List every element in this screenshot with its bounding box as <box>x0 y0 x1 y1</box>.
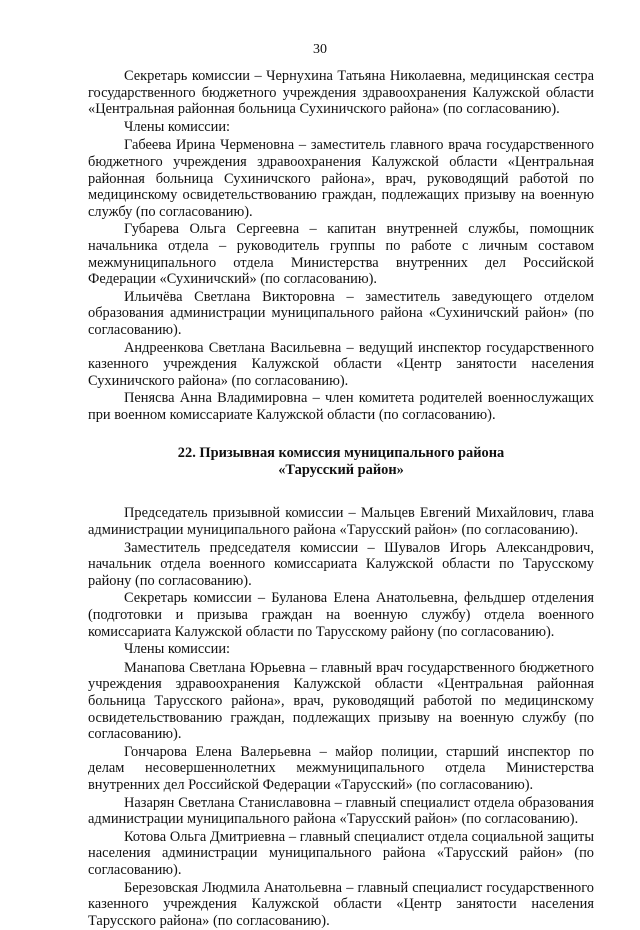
commission-member: Назарян Светлана Станиславовна – главный специалист отдела образования администрации муниципального района «Тарусский район» (по согласованию). <box>88 794 594 828</box>
members-label: Члены комиссии: <box>124 118 231 135</box>
commission-member: Ильичёва Светлана Викторовна – заместитель заведующего отделом образования администрации муниципального района «Сухиничский район» (по согласованию). <box>88 288 594 338</box>
commission-deputy: Заместитель председателя комиссии – Шувалов Игорь Александрович, начальник отдела военного комиссариата Калужской области по Тарусскому району (по согласованию). <box>88 539 594 589</box>
commission-member: Манапова Светлана Юрьевна – главный врач государственного бюджетного учреждения здравоохранения Калужской области «Центральная районная больница Тарусского района», врач, руководящий работой по медицинскому освидетельствованию граждан, подлежащих призыву на военную службу (по согласованию). <box>88 659 594 743</box>
members-label: Члены комиссии: <box>124 641 231 658</box>
commission-member: Губарева Ольга Сергеевна – капитан внутренней службы, помощник начальника отдела – руководитель группы по работе с личным составом межмуниципального отдела Министерства внутренних дел Российской Федерации «Сухиничский» (по согласованию). <box>88 221 594 288</box>
commission-member: Гончарова Елена Валерьевна – майор полиции, старший инспектор по делам несовершеннолетних межмуниципального отдела Министерства внутренних дел Российской Федерации «Тарусский» (по согласованию). <box>88 743 594 793</box>
section-heading-line: «Тарусский район» <box>278 462 404 479</box>
commission-member: Габеева Ирина Черменовна – заместитель главного врача государственного бюджетного учреждения здравоохранения Калужской области «Центральная районная больница Сухиничского района», врач, руководящий работой по медицинскому освидетельствованию граждан, подлежащих призыву на военную службу (по согласованию). <box>88 137 594 220</box>
page-number: 30 <box>313 42 327 57</box>
commission-secretary: Секретарь комиссии – Чернухина Татьяна Николаевна, медицинская сестра государственного бюджетного учреждения здравоохранения Калужской области «Центральная районная больница Сухиничского района» (по согласованию). <box>88 68 594 118</box>
section-heading <box>88 445 594 479</box>
document-body <box>88 68 594 930</box>
section-heading-line: 22. Призывная комиссия муниципального района <box>177 445 505 462</box>
commission-member: Котова Ольга Дмитриевна – главный специалист отдела социальной защиты населения администрации муниципального района «Тарусский район» (по согласованию). <box>88 828 594 878</box>
commission-member: Пенясва Анна Владимировна – член комитета родителей военнослужащих при военном комиссариате Калужской области (по согласованию). <box>88 390 594 423</box>
commission-member: Андреенкова Светлана Васильевна – ведущий инспектор государственного казенного учреждения Калужской области «Центр занятости населения Сухиничского района» (по согласованию). <box>88 339 594 389</box>
commission-chairman: Председатель призывной комиссии – Мальцев Евгений Михайлович, глава администрации муниципального района «Тарусский район» (по согласованию). <box>88 505 594 539</box>
commission-member: Березовская Людмила Анатольевна – главный специалист государственного казенного учреждения Калужской области «Центр занятости населения Тарусского района» (по согласованию). <box>88 879 594 929</box>
commission-secretary: Секретарь комиссии – Буланова Елена Анатольевна, фельдшер отделения (подготовки и призыва граждан на военную службу) отдела военного комиссариата Калужской области по Тарусскому району (по согласованию). <box>88 590 594 640</box>
